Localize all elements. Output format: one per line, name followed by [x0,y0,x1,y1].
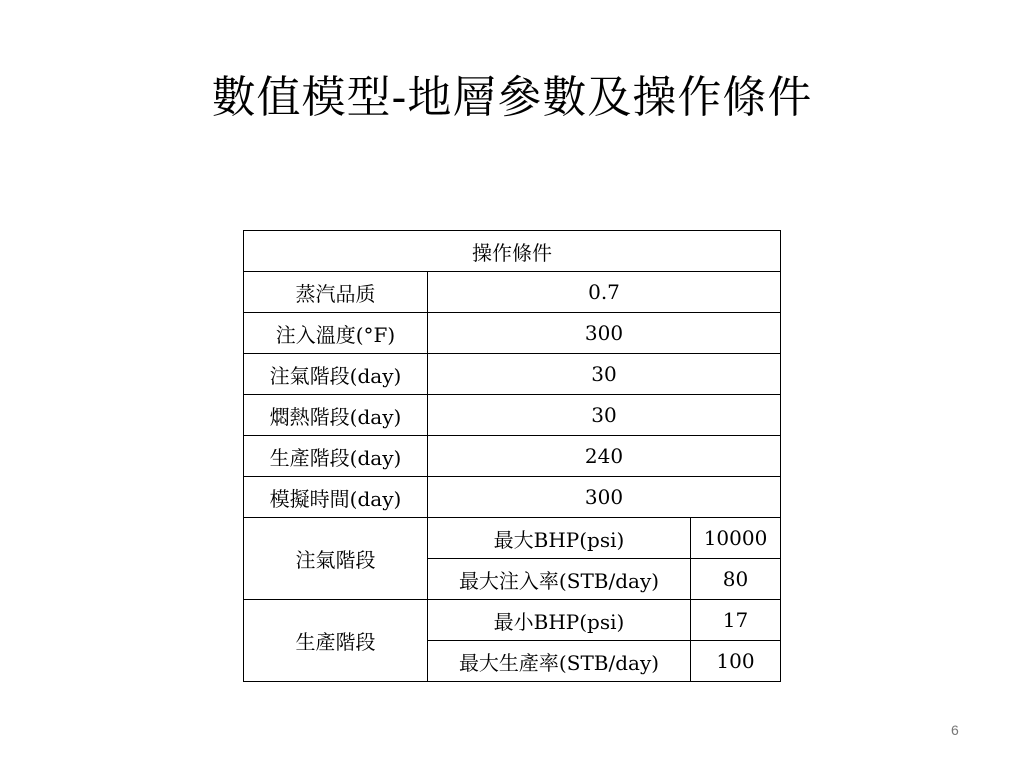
table-row [244,436,781,477]
table-row [244,477,781,518]
group-item-name: 最小BHP(psi) [428,600,691,641]
slide-title: 數值模型-地層參數及操作條件 [211,72,813,123]
row-value: 300 [428,313,781,354]
row-label: 注入溫度(°F) [244,313,428,354]
table-row [244,518,781,559]
group-item-value: 10000 [691,518,781,559]
table-header: 操作條件 [244,231,781,272]
table-row [244,395,781,436]
row-label: 燜熱階段(day) [244,395,428,436]
group-item-name: 最大生產率(STB/day) [428,641,691,682]
page-number: 6 [951,722,959,738]
table-row [244,354,781,395]
group-item-name: 最大BHP(psi) [428,518,691,559]
group-label: 生產階段 [244,600,428,682]
row-label: 注氣階段(day) [244,354,428,395]
table-header-row [244,231,781,272]
group-item-value: 100 [691,641,781,682]
row-label: 蒸汽品质 [244,272,428,313]
operating-conditions-table [243,230,781,682]
group-item-value: 80 [691,559,781,600]
row-value: 0.7 [428,272,781,313]
row-value: 30 [428,395,781,436]
row-value: 300 [428,477,781,518]
table-row [244,313,781,354]
row-label: 模擬時間(day) [244,477,428,518]
group-item-name: 最大注入率(STB/day) [428,559,691,600]
group-label: 注氣階段 [244,518,428,600]
row-label: 生產階段(day) [244,436,428,477]
table-row [244,600,781,641]
row-value: 240 [428,436,781,477]
table-row [244,272,781,313]
row-value: 30 [428,354,781,395]
group-item-value: 17 [691,600,781,641]
